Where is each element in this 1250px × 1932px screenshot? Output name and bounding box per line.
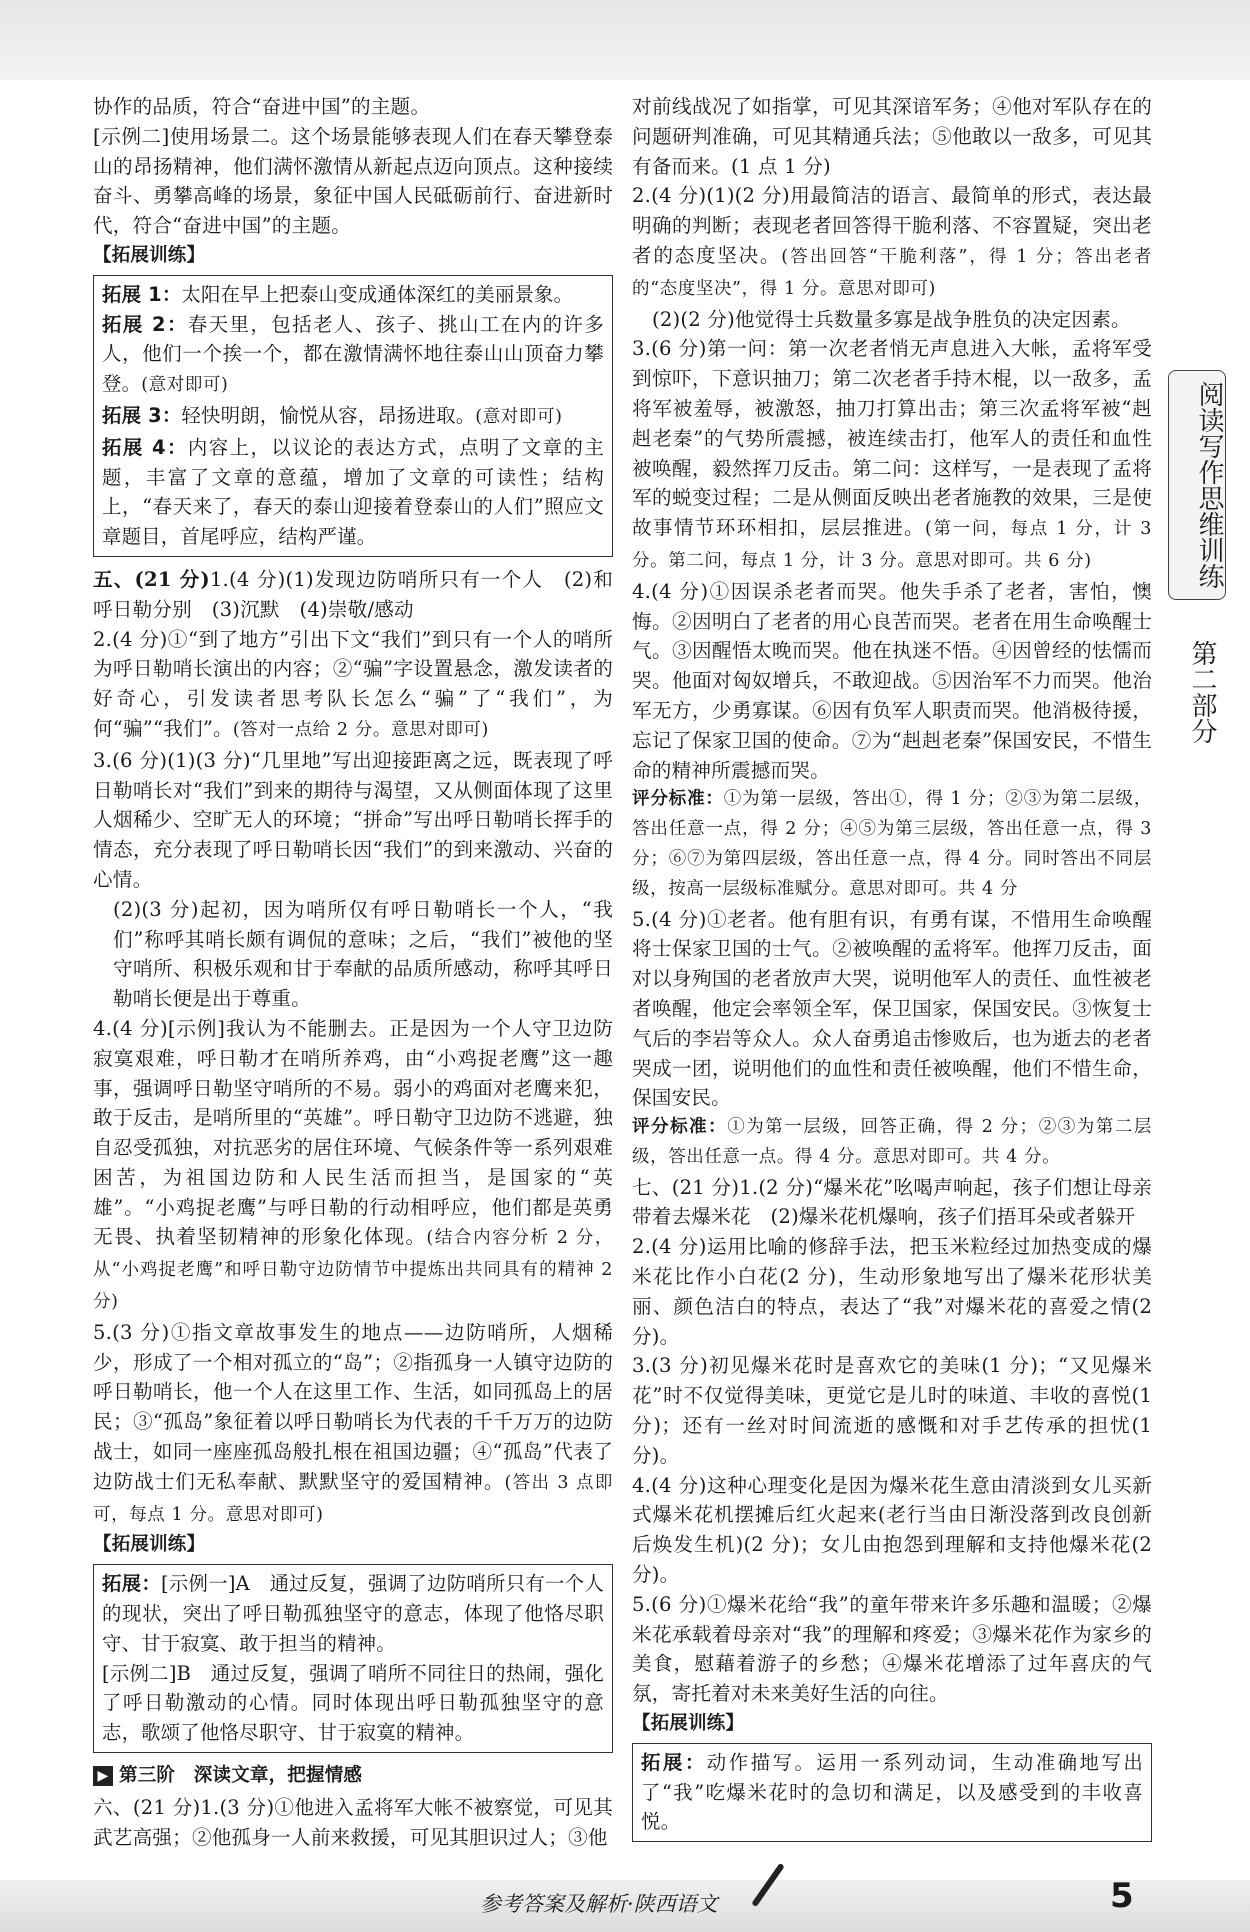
expand-4-text: 内容上，以议论的表达方式，点明了文章的主题，丰富了文章的意蕴，增加了文章的可读性；结构上，“春天来了，春天的泰山迎接着登泰山的人们”照应文章题目，首尾呼应，结构严谨。 [102,435,604,549]
q5-4: 4.(4 分)[示例]我认为不能删去。正是因为一个人守卫边防寂寞艰难，呼日勒才在哨所养鸡，由“小鸡捉老鹰”这一趣事，强调呼日勒坚守哨所的不易。弱小的鸡面对老鹰来犯，敢于反击，是哨所里的“英雄”。呼日勒守卫边防不逃避，独自忍受孤独，对抗恶劣的居住环境、气候条件等一系列艰难困苦，为祖国边防和人民生活而担当，是国家的“英雄”。“小鸡捉老鹰”与呼日勒的行动相呼应，他们都是英勇无畏、执着坚韧精神的形象化体现。 [93,1016,613,1249]
r-q7: 七、(21 分)1.(2 分)“爆米花”吆喝声响起，孩子们想让母亲带着去爆米花 (2)爆米花机爆响，孩子们捂耳朵或者躲开 [632,1175,1152,1229]
expand-2 [102,310,604,401]
expand-1 [102,280,604,310]
r-q7-2: 2.(4 分)运用比喻的修辞手法，把玉米粒经过加热变成的爆米花比作小白花(2 分)，生动形象地写出了爆米花形状美丽、颜色洁白的特点，表达了“我”对爆米花的喜爱之情(2 分)。 [632,1235,1152,1348]
r-q4: 4.(4 分)①因误杀老者而哭。他失手杀了老者，害怕，懊悔。②因明白了老者的用心良苦而哭。老者在用生命唤醒士气。③因醒悟太晚而哭。他在执迷不悟。④因曾经的怯懦而哭。他面对匈奴增兵，不敢迎战。⑤因治军不力而哭。他治军无方，少勇寡谋。⑥因有负军人职责而哭。他消极待援，忘记了保家卫国的使命。⑦为“赳赳老秦”保国安民，不惜生命的精神所震撼而哭。 [632,579,1152,782]
r-q5-std: ①为第一层级，回答正确，得 2 分；②③为第二层级，答出任意一点。得 4 分。意思对即可。共 4 分。 [632,1117,1152,1167]
expand-2-label: 拓展 2： [102,312,188,336]
expand-box-2-label: 拓展： [102,1572,162,1596]
right-p1: 对前线战况了如指掌，可见其深谙军务；④他对军队存在的问题研判准确，可见其精通兵法；⑤他敢以一敌多，可见其有备而来。(1 点 1 分) [632,95,1152,178]
q5-head: 五、(21 分) [93,567,210,591]
header-band [0,0,1250,80]
sidebar-title: 阅读写作思维训练 [1168,370,1226,600]
expand-1-text: 太阳在早上把泰山变成通体深红的美丽景象。 [181,282,574,306]
page-number: 5 [1110,1876,1134,1916]
r-q5: 5.(4 分)①老者。他有胆有识，有勇有谋，不惜用生命唤醒将士保家卫国的士气。②被唤醒的孟将军。他挥刀反击，面对以身殉国的老者放声大哭，说明他军人的责任、血性被老者唤醒，他定会率领全军，保卫国家，保国安民。③恢复士气后的李岩等众人。众人奋勇追击惨败后，也为逝去的老者哭成一团，说明他们的血性和责任被唤醒，他们不惜生命，保国安民。 [632,907,1152,1110]
sidebar-part: 第二部分 [1187,640,1217,744]
q5-1: 1.(4 分)(1)发现边防哨所只有一个人 (2)和呼日勒分别 (3)沉默 (4)崇敬/感动 [93,567,613,621]
expand-3-text: 轻快明朗，愉悦从容，昂扬进取。 [181,403,476,427]
r-q7-4: 4.(4 分)这种心理变化是因为爆米花生意由清淡到女儿买新式爆米花机摆摊后红火起来(老行当由日渐没落到改良创新后焕发生机)(2 分)；女儿由抱怨到理解和支持他爆米花(2 分)。 [632,1473,1152,1587]
expand-3-label: 拓展 3： [102,403,182,427]
section-heading-expand-3: 【拓展训练】 [632,1713,745,1735]
r-q3-note: (第一问，每点 1 分，计 3 分。第二问，每点 1 分，计 3 分。意思对即可。共 6 分) [632,519,1152,571]
r-q2b: (2)(2 分)他觉得士兵数量多寡是战争胜负的决定因素。 [652,307,1131,331]
expand-box-2 [93,1564,613,1753]
expand-3-note: (意对即可) [475,406,563,427]
r-q7-3: 3.(3 分)初见爆米花时是喜欢它的美味(1 分)；“又见爆米花”时不仅觉得美味，更觉它是儿时的味道、丰收的喜悦(1 分)；还有一丝对时间流逝的感慨和对手艺传承的担忧(1 分)。 [632,1354,1152,1467]
expand-box-1 [93,275,613,557]
right-column [632,92,1152,1850]
expand-box-2-t2: [示例二]B 通过反复，强调了哨所不同往日的热闹，强化了呼日勒激动的心情。同时体现出呼日勒孤独坚守的意志，歌颂了他恪尽职守、甘于寂寞的精神。 [102,1661,604,1745]
footer-title: 参考答案及解析·陕西语文 [480,1892,718,1916]
r-q3: 3.(6 分)第一问：第一次老者悄无声息进入大帐，孟将军受到惊吓，下意识抽刀；第二次老者手持木棍，以一敌多，孟将军被羞辱，被激怒，抽刀打算出击；第三次孟将军被“赳赳老秦”的气势所震撼，被连续击打，他军人的责任和血性被唤醒，毅然挥刀反击。第二问：这样写，一是表现了孟将军的蜕变过程；二是从侧面反映出老者施教的效果，三是使故事情节环环相扣，层层推进。 [632,337,1152,540]
expand-2-text: 春天里，包括老人、孩子、挑山工在内的许多人，他们一个挨一个，都在激情满怀地往泰山山顶奋力攀登。 [102,312,604,396]
section-heading-expand-1: 【拓展训练】 [93,244,206,266]
left-column [93,92,613,1852]
expand-box-2-t1: [示例一]A 通过反复，强调了边防哨所只有一个人的现状，突出了呼日勒孤独坚守的意志，体现了他恪尽职守、甘于寂寞、敢于担当的精神。 [102,1572,604,1655]
expand-2-note: (意对即可) [141,375,229,396]
q5-4-note: (结合内容分析 2 分，从“小鸡捉老鹰”和呼日勒守边防情节中提炼出共同具有的精神 2 分) [93,1228,613,1313]
q5-3b: (2)(3 分)起初，因为哨所仅有呼日勒哨长一个人，“我们”称呼其哨长颇有调侃的意味；之后，“我们”被他的坚守哨所、积极乐观和甘于奉献的品质所感动，称呼其呼日勒哨长便是出于尊重。 [113,897,613,1011]
expand-box-3-label: 拓展： [641,1750,707,1774]
q5-2: 2.(4 分)①“到了地方”引出下文“我们”到只有一个人的哨所为呼日勒哨长演出的内容；②“骗”字设置悬念，激发读者的好奇心，引发读者思考队长怎么“骗”了“我们”，为何“骗”“我们”。 [93,627,613,740]
q5-3a: 3.(6 分)(1)(3 分)“几里地”写出迎接距离之远，既表现了呼日勒哨长对“我们”到来的期待与渴望，又从侧面体现了这里人烟稀少、空旷无人的环境；“拼命”写出呼日勒哨长挥手的情态，充分表现了呼日勒哨长因“我们”的到来激动、兴奋的心情。 [93,748,613,891]
expand-1-label: 拓展 1： [102,282,182,306]
left-p1: 协作的品质，符合“奋进中国”的主题。 [93,95,431,118]
q5-5-note: (答出 3 点即可，每点 1 分。意思对即可) [93,1472,614,1525]
r-q2-note: (答出回答“干脆利落”，得 1 分；答出老者的“态度坚决”，得 1 分。意思对即可) [632,246,1152,299]
section-heading-expand-2: 【拓展训练】 [93,1534,206,1556]
r-q7-5: 5.(6 分)①爆米花给“我”的童年带来许多乐趣和温暖；②爆米花承载着母亲对“我”的理解和疼爱；③爆米花作为家乡的美食，慰藉着游子的乡愁；④爆米花增添了过年喜庆的气氛，寄托着对未来美好生活的向往。 [632,1592,1152,1706]
left-p2: [示例二]使用场景二。这个场景能够表现人们在春天攀登泰山的昂扬精神，他们满怀激情从新起点迈向顶点。这种接续奋斗、勇攀高峰的场景，象征中国人民砥砺前行、奋进新时代，符合“奋进中国”的主题。 [93,124,613,238]
expand-4-label: 拓展 4： [102,435,188,459]
r-q4-std-label: 评分标准： [632,789,724,810]
q5-2-note: (答对一点给 2 分。意思对即可) [232,719,489,740]
r-q4-std: ①为第一层级，答出①，得 1 分；②③为第二层级，答出任意一点，得 2 分；④⑤为第三层级，答出任意一点，得 3 分；⑥⑦为第四层级，答出任意一点，得 4 分。同时答出不同层级，按高一层级标准赋分。意思对即可。共 4 分 [632,789,1152,899]
r-q2: 2.(4 分)(1)(2 分)用最简洁的语言、最简单的形式，表达最明确的判断；表现老者回答得干脆利落、不容置疑，突出老者的态度坚决。 [632,184,1152,267]
q5-5: 5.(3 分)①指文章故事发生的地点——边防哨所，人烟稀少，形成了一个相对孤立的“岛”；②指孤身一人镇守边防的呼日勒哨长，他一个人在这里工作、生活，如同孤岛上的居民；③“孤岛”象征着以呼日勒哨长为代表的千千万万的边防战士，如同一座座孤岛般扎根在祖国边疆；④“孤岛”代表了边防战士们无私奉献、默默坚守的爱国精神。 [93,1320,613,1493]
stage-heading [93,1761,613,1791]
r-q5-std-label: 评分标准： [632,1117,728,1138]
expand-box-3 [632,1743,1152,1842]
expand-4 [102,433,604,552]
q6: 六、(21 分)1.(3 分)①他进入孟将军大帐不被察觉，可见其武艺高强；②他孤身一人前来救援，可见其胆识过人；③他 [93,1795,613,1849]
expand-3 [102,401,604,433]
arrow-right-icon: ▶ [93,1766,113,1786]
stage-heading-text: 第三阶 深读文章，把握情感 [119,1765,363,1787]
expand-box-3-text: 动作描写。运用一系列动词，生动准确地写出了“我”吃爆米花时的急切和满足，以及感受到的丰收喜悦。 [641,1750,1144,1834]
